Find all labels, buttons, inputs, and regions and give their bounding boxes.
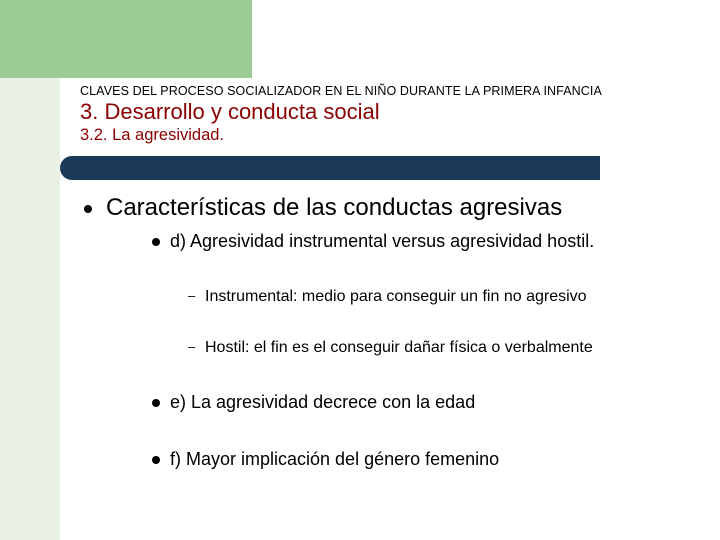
bullet-icon bbox=[152, 238, 160, 246]
course-header: CLAVES DEL PROCESO SOCIALIZADOR EN EL NIÑO DURANTE LA PRIMERA INFANCIA bbox=[80, 84, 602, 98]
side-band bbox=[0, 0, 60, 540]
point-f: f) Mayor implicación del género femenino bbox=[170, 449, 500, 469]
divider-bar bbox=[60, 156, 600, 180]
sub-point-hostil: Hostil: el fin es el conseguir dañar física o verbalmente bbox=[205, 339, 593, 356]
point-d: d) Agresividad instrumental versus agresividad hostil. bbox=[170, 231, 595, 251]
main-point: Características de las conductas agresivas bbox=[106, 194, 563, 221]
slide-title: 3. Desarrollo y conducta social bbox=[80, 99, 380, 124]
top-accent-block bbox=[0, 0, 252, 78]
dash-icon: – bbox=[188, 288, 196, 303]
bullet-icon bbox=[84, 205, 92, 213]
dash-icon: – bbox=[188, 339, 196, 354]
sub-point-instrumental: Instrumental: medio para conseguir un fin no agresivo bbox=[205, 288, 587, 305]
bullet-icon bbox=[152, 399, 160, 407]
bullet-icon bbox=[152, 456, 160, 464]
point-e: e) La agresividad decrece con la edad bbox=[170, 392, 476, 412]
slide-subtitle: 3.2. La agresividad. bbox=[80, 126, 225, 144]
